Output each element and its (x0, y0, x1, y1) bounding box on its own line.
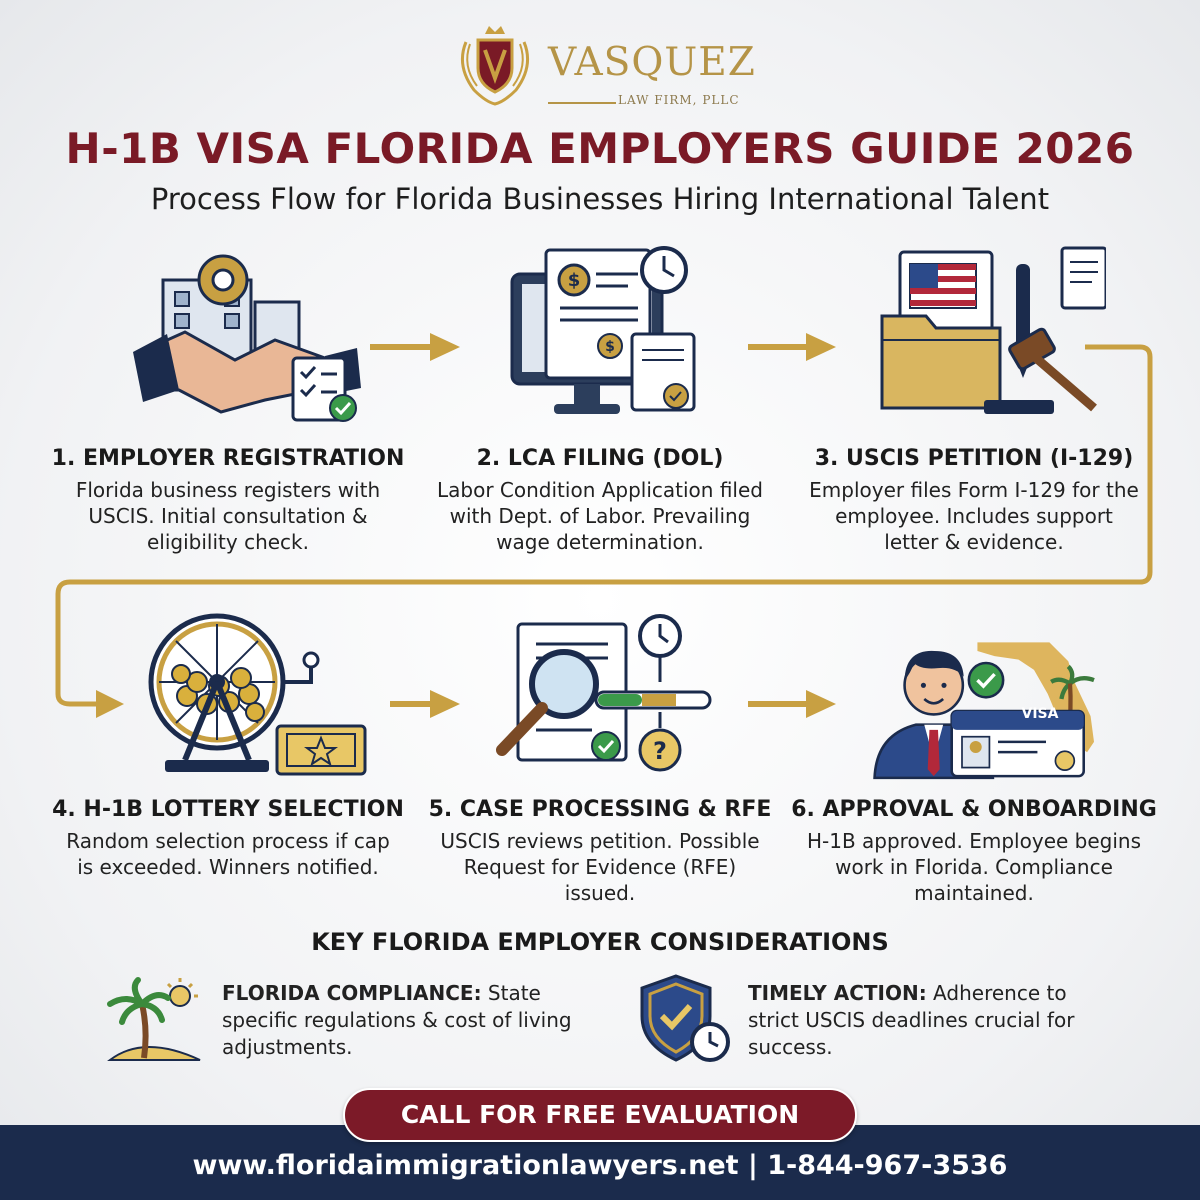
step-title: 6. APPROVAL & ONBOARDING (791, 797, 1157, 822)
step-6 (784, 797, 1164, 906)
free-evaluation-button[interactable]: CALL FOR FREE EVALUATION (343, 1088, 857, 1142)
folder-gavel-icon (866, 240, 1106, 430)
svg-text:?: ? (653, 737, 667, 765)
consideration-text: State specific regulations & cost of living adjustments. (222, 981, 572, 1059)
consideration-label: FLORIDA COMPLIANCE: (222, 981, 482, 1005)
step-4 (38, 797, 418, 880)
consideration-text: Adherence to strict USCIS deadlines crucial for success. (748, 981, 1075, 1059)
step-description: Florida business registers with USCIS. Initial consultation & eligibility check. (75, 478, 381, 554)
visa-card-label: VISA (1021, 706, 1059, 722)
svg-text:$: $ (567, 270, 581, 291)
consideration-timely (748, 980, 1108, 1061)
step-1 (38, 446, 418, 555)
step-description: H-1B approved. Employee begins work in Florida. Compliance maintained. (806, 829, 1142, 905)
step-description: Random selection process if cap is exceeded. Winners notified. (66, 829, 390, 879)
step-title: 3. USCIS PETITION (I-129) (814, 446, 1134, 471)
step-5 (410, 797, 790, 906)
step-description: USCIS reviews petition. Possible Request for Evidence (RFE) issued. (440, 829, 760, 905)
computer-document-icon (498, 240, 738, 430)
brand-subname: LAW FIRM, PLLC (618, 93, 740, 107)
page-title: H-1B VISA FLORIDA EMPLOYERS GUIDE 2026 (65, 124, 1135, 173)
magnifier-document-icon (482, 600, 722, 790)
brand-divider (548, 102, 616, 104)
lottery-wheel-icon (135, 600, 375, 790)
step-description: Labor Condition Application filed with Dept. of Labor. Prevailing wage determination. (437, 478, 763, 554)
palm-sun-icon (104, 974, 204, 1064)
brand-logo (440, 22, 770, 106)
step-2 (410, 446, 790, 555)
shield-clock-icon (636, 972, 732, 1064)
step-title: 1. EMPLOYER REGISTRATION (51, 446, 405, 471)
handshake-icon (125, 240, 365, 430)
consideration-label: TIMELY ACTION: (748, 981, 927, 1005)
considerations-heading: KEY FLORIDA EMPLOYER CONSIDERATIONS (311, 928, 889, 956)
brand-name: VASQUEZ (548, 40, 756, 85)
step-title: 5. CASE PROCESSING & RFE (428, 797, 772, 822)
page-subtitle: Process Flow for Florida Businesses Hiring International Talent (150, 182, 1050, 216)
step-title: 4. H-1B LOTTERY SELECTION (52, 797, 404, 822)
contact-info[interactable]: www.floridaimmigrationlawyers.net | 1-844-967-3536 (192, 1150, 1008, 1181)
step-title: 2. LCA FILING (DOL) (476, 446, 724, 471)
consideration-florida (222, 980, 582, 1061)
step-description: Employer files Form I-129 for the employee. Includes support letter & evidence. (809, 478, 1139, 554)
crest-icon (452, 22, 538, 106)
svg-text:$: $ (605, 339, 615, 355)
step-3 (784, 446, 1164, 555)
employee-visa-icon (866, 610, 1106, 800)
